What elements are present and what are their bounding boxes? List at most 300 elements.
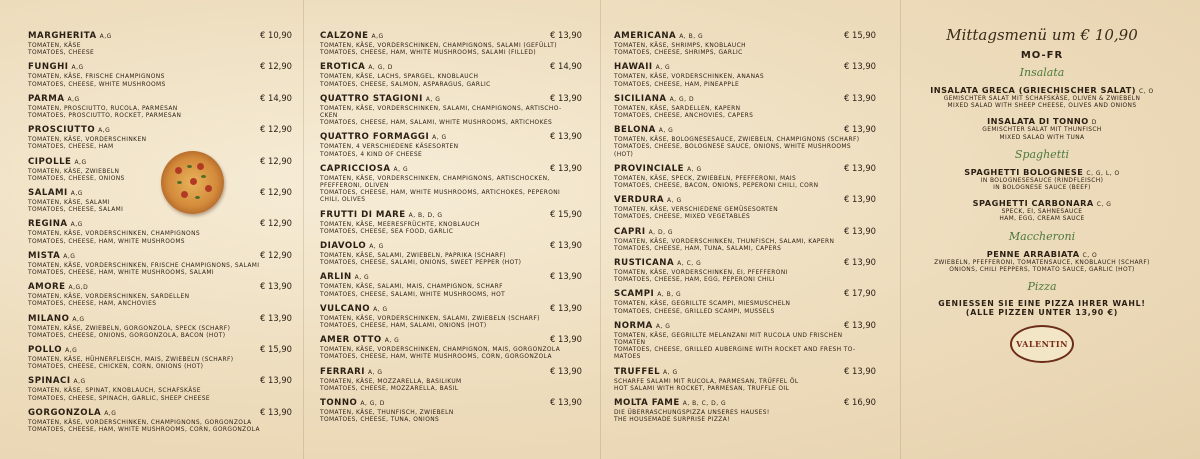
menu-item <box>320 271 582 298</box>
item-name <box>28 376 86 386</box>
description-line: TOMATEN, 4 VERSCHIEDENE KÄSESORTEN <box>320 144 459 151</box>
menu-item <box>320 303 582 330</box>
allergen-codes: A,G <box>65 347 78 355</box>
allergen-codes: A, G <box>658 127 674 135</box>
description-line: TOMATEN, KÄSE, VORDERSCHINKEN, CHAMPIGNON, MAIS, GORGONZOLA <box>320 347 561 354</box>
description-line: TOMATEN, KÄSE, GEGRILLTE MELANZANI MIT RUCOLA UND FRISCHEN <box>614 332 843 339</box>
item-description <box>28 294 292 308</box>
description-line: TOMATEN, KÄSE, VORDERSCHINKEN, CHAMPIGNONS, ARTISCHOCKEN, <box>320 175 550 182</box>
description-line: TOMATOES, CHEESE, ANCHOVIES, CAPERS <box>614 113 754 120</box>
description-line: CKEN <box>320 113 338 120</box>
fold-line <box>900 0 901 459</box>
item-name <box>320 94 440 104</box>
item-name-text: HAWAII <box>614 62 653 73</box>
description-line: TOMATEN, KÄSE, VORDERSCHINKEN, CHAMPIGNONS, SALAMI (GEFÜLLT) <box>320 43 557 49</box>
description-line: TOMATEN, KÄSE, VERSCHIEDENE GEMÜSESORTEN <box>614 207 779 214</box>
item-name-text: ARLIN <box>320 272 352 283</box>
description-line: TOMATOES, CHEESE, MIXED VEGETABLES <box>614 214 751 221</box>
item-price: € 13,90 <box>260 406 292 417</box>
description-line: TOMATEN, KÄSE, LACHS, SPARGEL, KNOBLAUCH <box>320 74 479 81</box>
allergen-codes: A, G <box>655 64 671 72</box>
description-line: TOMATOES, CHEESE, HAM, WHITE MUSHROOMS, ARTICHOKES, PEPERONI <box>320 190 561 197</box>
item-name-text: RUSTICANA <box>614 258 675 269</box>
section-heading: Insalata <box>1019 66 1065 79</box>
item-name <box>973 198 1112 208</box>
item-price: € 13,90 <box>550 162 582 173</box>
menu-item <box>320 334 582 361</box>
pizza-column-3 <box>614 30 876 449</box>
description-line: CHILI, OLIVES <box>320 197 366 204</box>
menu-item <box>614 257 876 284</box>
item-name <box>320 398 385 408</box>
description-line: TOMATOES, CHEESE, SEA FOOD, GARLIC <box>320 228 454 235</box>
item-name-text: EROTICA <box>320 62 366 73</box>
menu-item <box>320 397 582 424</box>
menu-item <box>320 366 582 393</box>
item-price: € 13,90 <box>550 271 582 282</box>
menu-item <box>28 61 292 88</box>
item-description <box>614 43 876 57</box>
item-name-text: MARGHERITA <box>28 31 97 41</box>
menu-item <box>28 187 292 214</box>
lunch-days: MO-FR <box>1020 50 1064 61</box>
allergen-codes: A, G <box>393 165 409 173</box>
item-name-text: SPAGHETTI BOLOGNESE <box>964 166 1084 177</box>
allergen-codes: A,G <box>73 378 86 386</box>
item-name-text: DIAVOLO <box>320 241 367 252</box>
item-price: € 13,90 <box>550 240 582 251</box>
menu-item <box>28 156 292 183</box>
item-description <box>28 263 292 277</box>
lunch-menu-column <box>906 26 1178 449</box>
item-name-text: VERDURA <box>614 195 665 206</box>
description-line: TOMATOES, CHEESE, HAM, SALAMI, ONIONS (HOT) <box>320 323 487 330</box>
description-line: TOMATOES, CHEESE, SHRIMPS, GARLIC <box>614 50 743 57</box>
description-line: TOMATOES, CHEESE, WHITE MUSHROOMS <box>28 81 166 88</box>
description-line: HOT SALAMI WITH ROCKET, PARMESAN, TRUFFLE OIL <box>614 385 790 392</box>
menu-item <box>28 218 292 245</box>
item-name-text: INSALATA DI TONNO <box>987 116 1089 127</box>
description-line: PFEFFERONI, OLIVEN <box>320 183 389 190</box>
description-line: HAM, EGG, CREAM SAUCE <box>999 216 1085 223</box>
menu-item <box>614 163 876 190</box>
menu-item <box>614 93 876 120</box>
item-name-text: CAPRI <box>614 226 646 237</box>
allergen-codes: A,G <box>72 315 85 323</box>
menu-item <box>320 61 582 88</box>
description-line: ZWIEBELN, PFEFFERONI, TOMATENSAUCE, KNOBLAUCH (SCHARF) <box>934 259 1150 266</box>
item-name <box>28 157 87 167</box>
item-price: € 12,90 <box>260 249 292 260</box>
item-name-text: FUNGHI <box>28 62 69 73</box>
item-name <box>614 94 694 104</box>
menu-item <box>906 198 1178 223</box>
description-line: TOMATEN, KÄSE, SPECK, ZWIEBELN, PFEFFERONI, MAIS <box>614 175 797 182</box>
description-line: TOMATOES, CHEESE, SALAMI, WHITE MUSHROOMS, HOT <box>320 291 506 298</box>
item-name <box>614 125 673 135</box>
allergen-codes: A,G <box>63 252 76 260</box>
item-name-text: PROVINCIALE <box>614 163 685 174</box>
menu-item <box>320 93 582 128</box>
menu-item <box>320 240 582 267</box>
item-price: € 15,90 <box>844 30 876 40</box>
description-line: TOMATOES, CHEESE, HAM, WHITE MUSHROOMS <box>28 238 185 245</box>
menu-item <box>320 30 582 57</box>
allergen-codes: A, G <box>667 197 682 205</box>
item-description <box>614 176 876 190</box>
item-price: € 14,90 <box>260 92 292 103</box>
item-description <box>28 357 292 371</box>
item-name-text: AMORE <box>28 282 66 293</box>
description-line: TOMATOES, CHEESE, HAM, WHITE MUSHROOMS, SALAMI (FILLED) <box>320 50 537 57</box>
item-name-text: POLLO <box>28 345 63 356</box>
description-line: MIXED SALAD WITH TUNA <box>999 134 1085 141</box>
item-name-text: QUATTRO FORMAGGI <box>320 132 430 143</box>
description-line: GEMISCHTER SALAT MIT THUNFISCH <box>982 127 1102 134</box>
item-description <box>614 270 876 284</box>
description-line: TOMATEN, KÄSE, SHRIMPS, KNOBLAUCH <box>614 43 746 49</box>
item-name-text: SCAMPI <box>614 289 655 300</box>
allergen-codes: A, G <box>373 305 388 313</box>
allergen-codes: C, G, L, O <box>1086 169 1120 177</box>
item-name-text: NORMA <box>614 320 653 331</box>
item-description <box>906 178 1178 192</box>
menu-item <box>28 313 292 340</box>
description-line: TOMATOES, CHEESE, SALAMI <box>28 207 124 214</box>
item-price: € 13,90 <box>550 92 582 103</box>
description-line: GEMISCHTER SALAT MIT SCHAFSKÄSE, OLIVEN & ZWIEBELN <box>943 96 1141 102</box>
item-description <box>614 106 876 120</box>
pizza-image <box>161 151 224 214</box>
menu-item <box>614 366 876 393</box>
description-line: TOMATOES, CHEESE, GRILLED AUBERGINE WITH ROCKET AND FRESH TO- <box>614 347 856 354</box>
item-name <box>614 195 682 205</box>
item-name-text: SALAMI <box>28 188 68 199</box>
item-name <box>320 164 408 174</box>
item-price: € 12,90 <box>260 187 292 198</box>
item-name <box>28 408 116 418</box>
item-name <box>320 62 393 72</box>
item-price: € 15,90 <box>260 344 292 355</box>
allergen-codes: A, G, D <box>368 64 393 72</box>
description-line: TOMATEN, KÄSE, VORDERSCHINKEN <box>28 137 147 144</box>
description-line: TOMATEN, KÄSE, MOZZARELLA, BASILIKUM <box>320 378 462 385</box>
description-line: TOMATEN, KÄSE, MEERESFRÜCHTE, KNOBLAUCH <box>320 221 480 228</box>
description-line: TOMATOES, 4 KIND OF CHEESE <box>320 151 423 158</box>
item-description <box>320 176 582 205</box>
allergen-codes: C, O <box>1139 88 1154 95</box>
allergen-codes: A, B, G <box>657 291 682 299</box>
item-name <box>28 125 110 135</box>
description-line: TOMATEN, KÄSE, BOLOGNESESAUCE, ZWIEBELN, CHAMPIGNONS (SCHARF) <box>614 137 860 144</box>
item-name <box>28 251 75 261</box>
item-name <box>320 31 384 41</box>
item-price: € 13,90 <box>260 312 292 323</box>
item-name-text: VULCANO <box>320 303 371 314</box>
item-description <box>614 137 876 159</box>
description-line: IN BOLOGNESE SAUCE (BEEF) <box>993 185 1091 192</box>
description-line: TOMATOES, CHEESE, TUNA, ONIONS <box>320 417 440 424</box>
item-name <box>320 367 383 377</box>
item-name-text: CAPRICCIOSA <box>320 163 391 174</box>
item-name-text: PARMA <box>28 93 65 104</box>
item-name <box>28 314 85 324</box>
item-name-text: MILANO <box>28 313 70 324</box>
item-description <box>320 253 582 267</box>
item-description <box>614 333 876 362</box>
item-name-text: PENNE ARRABIATA <box>986 248 1080 259</box>
item-name <box>987 249 1098 259</box>
allergen-codes: A,G <box>104 409 117 417</box>
description-line: TOMATOES, CHEESE, HAM, SALAMI, WHITE MUSHROOMS, ARTICHOKES <box>320 120 553 127</box>
description-line: TOMATEN, KÄSE, HÜHNERFLEISCH, MAIS, ZWIEBELN (SCHARF) <box>28 357 234 364</box>
item-name <box>614 164 702 174</box>
allergen-codes: A, G <box>367 368 383 376</box>
item-description <box>28 231 292 245</box>
item-name-text: BELONA <box>614 125 656 136</box>
description-line: SCHARFE SALAMI MIT RUCOLA, PARMESAN, TRÜFFEL ÖL <box>614 378 799 385</box>
item-name-text: CIPOLLE <box>28 156 72 167</box>
allergen-codes: A, C, G <box>677 260 702 268</box>
item-name <box>28 219 83 229</box>
description-line: TOMATOES, CHEESE, ONIONS, GORGONZOLA, BACON (HOT) <box>28 332 226 339</box>
allergen-codes: A,G <box>98 127 111 135</box>
pizza-column-2 <box>320 30 582 449</box>
item-description <box>320 284 582 298</box>
description-line: THE HOUSEMADE SURPRISE PIZZA! <box>614 417 730 424</box>
menu-item <box>28 344 292 371</box>
allergen-codes: A,G <box>71 64 84 72</box>
allergen-codes: A,G <box>70 221 83 229</box>
section-heading: Maccheroni <box>1008 229 1076 243</box>
item-name-text: FERRARI <box>320 366 365 377</box>
item-name <box>614 289 681 299</box>
item-price: € 13,90 <box>550 30 582 40</box>
description-line: TOMATOES, CHEESE, HAM <box>28 144 114 151</box>
item-description <box>28 326 292 340</box>
item-name <box>28 94 80 104</box>
allergen-codes: A, B, C, D, G <box>682 400 727 408</box>
item-description <box>28 388 292 402</box>
item-name <box>28 188 83 198</box>
allergen-codes: C, O <box>1082 251 1098 259</box>
description-line: TOMATOES, CHEESE, HAM, EGG, PEPERONI CHILI <box>614 277 775 284</box>
item-name <box>28 31 112 41</box>
item-name-text: GORGONZOLA <box>28 407 102 418</box>
description-line: TOMATEN, KÄSE, VORDERSCHINKEN, FRISCHE CHAMPIGNONS, SALAMI <box>28 262 260 269</box>
menu-item <box>320 163 582 205</box>
item-price: € 13,90 <box>844 194 876 205</box>
item-price: € 13,90 <box>260 375 292 386</box>
item-price: € 15,90 <box>550 208 582 219</box>
menu-item <box>28 281 292 308</box>
closing-line: GENIESSEN SIE EINE PIZZA IHRER WAHL! <box>938 299 1146 309</box>
menu-item <box>614 226 876 253</box>
menu-item <box>614 194 876 221</box>
description-line: TOMATEN, KÄSE, GEGRILLTE SCAMPI, MIESMUSCHELN <box>614 301 791 308</box>
item-price: € 13,90 <box>844 92 876 103</box>
allergen-codes: A, G <box>384 337 400 345</box>
item-name <box>987 116 1097 126</box>
menu-item <box>28 93 292 120</box>
logo-text: VALENTIN <box>1016 339 1068 350</box>
restaurant-logo <box>1010 325 1074 363</box>
allergen-codes: A, B, G <box>679 33 704 40</box>
item-price: € 13,90 <box>550 334 582 345</box>
item-description <box>28 43 292 57</box>
menu-item <box>614 61 876 88</box>
item-name <box>614 367 678 377</box>
item-description <box>320 347 582 361</box>
item-name-text: MOLTA FAME <box>614 398 680 409</box>
item-name-text: INSALATA GRECA (GRIECHISCHER SALAT) <box>930 85 1137 95</box>
allergen-codes: A, G <box>432 134 447 142</box>
description-line: TOMATOES, CHEESE, CHICKEN, CORN, ONIONS (HOT) <box>28 364 204 371</box>
item-price: € 17,90 <box>844 288 876 299</box>
item-price: € 13,90 <box>844 61 876 72</box>
item-name-text: TRUFFEL <box>614 366 661 377</box>
allergen-codes: A,G,D <box>68 284 89 292</box>
menu-item <box>28 375 292 402</box>
description-line: TOMATOES, CHEESE, SALMON, ASPARAGUS, GARLIC <box>320 81 491 88</box>
item-description <box>614 301 876 315</box>
item-price: € 14,90 <box>550 61 582 72</box>
menu-item <box>28 250 292 277</box>
description-line: TOMATOES, CHEESE, HAM, WHITE MUSHROOMS, CORN, GORGONZOLA <box>28 427 260 434</box>
allergen-codes: D <box>1091 119 1097 127</box>
item-price: € 12,90 <box>260 124 292 135</box>
allergen-codes: A, G, D <box>360 400 385 408</box>
item-name <box>28 282 88 292</box>
item-name <box>28 62 84 72</box>
description-line: TOMATOES, PROSCIUTTO, ROCKET, PARMESAN <box>28 113 182 120</box>
allergen-codes: A, G <box>354 274 370 282</box>
item-description <box>906 96 1178 110</box>
description-line: TOMATEN, KÄSE, ZWIEBELN, GORGONZOLA, SPECK (SCHARF) <box>28 325 231 332</box>
allergen-codes: A, G <box>663 368 678 376</box>
item-name <box>614 258 701 268</box>
item-name <box>614 227 673 237</box>
description-line: TOMATOES, CHEESE, HAM, PINEAPPLE <box>614 81 740 88</box>
allergen-codes: A, G, D <box>669 95 695 103</box>
menu-item <box>28 30 292 57</box>
item-description <box>320 379 582 393</box>
description-line: TOMATOES, CHEESE <box>28 50 95 57</box>
description-line: TOMATEN, KÄSE, VORDERSCHINKEN, SALAMI, CHAMPIGNONS, ARTISCHO- <box>320 105 562 112</box>
menu-item <box>28 407 292 434</box>
item-price: € 13,90 <box>844 225 876 236</box>
menu-item <box>320 209 582 236</box>
description-line: TOMATEN, KÄSE, VORDERSCHINKEN, CHAMPIGNONS, GORGONZOLA <box>28 419 252 426</box>
item-price: € 13,90 <box>550 365 582 376</box>
allergen-codes: A,G <box>70 190 83 198</box>
item-price: € 13,90 <box>844 365 876 376</box>
item-price: € 13,90 <box>260 281 292 292</box>
description-line: TOMATEN, KÄSE, SALAMI, ZWIEBELN, PAPRIKA (SCHARF) <box>320 253 506 260</box>
section-heading: Pizza <box>1027 280 1057 294</box>
description-line: TOMATOES, CHEESE, HAM, ANCHOVIES <box>28 301 157 308</box>
description-line: DIE ÜBERRASCHUNGSPIZZA UNSERES HAUSES! <box>614 410 770 417</box>
item-description <box>28 420 292 434</box>
description-line: TOMATEN, KÄSE, VORDERSCHINKEN, CHAMPIGNONS <box>28 231 201 238</box>
item-name <box>614 31 703 41</box>
allergen-codes: A,G <box>99 33 112 40</box>
item-price: € 16,90 <box>844 397 876 408</box>
description-line: TOMATEN, KÄSE, SALAMI <box>28 200 110 207</box>
item-name-text: PROSCIUTTO <box>28 125 96 136</box>
description-line: TOMATOES, CHEESE, ONIONS <box>28 175 125 182</box>
item-name-text: SICILIANA <box>614 93 667 104</box>
item-name-text: MISTA <box>28 250 61 261</box>
allergen-codes: A, G <box>655 322 671 330</box>
menu-item <box>28 124 292 151</box>
menu-item <box>614 288 876 315</box>
item-name <box>320 335 399 345</box>
item-description <box>28 200 292 214</box>
item-description <box>614 379 876 393</box>
item-description <box>28 137 292 151</box>
item-name <box>320 241 384 251</box>
menu-item <box>906 167 1178 192</box>
description-line: TOMATEN, KÄSE <box>28 43 81 49</box>
item-name-text: SPAGHETTI CARBONARA <box>972 198 1094 209</box>
item-price: € 12,90 <box>260 155 292 166</box>
allergen-codes: A, B, D, G <box>408 211 443 219</box>
allergen-codes: A, G <box>425 95 441 103</box>
menu-item <box>906 116 1178 141</box>
item-price: € 12,90 <box>260 61 292 72</box>
item-name <box>614 398 726 408</box>
description-line: MATOES <box>614 354 641 361</box>
description-line: TOMATOES, CHEESE, HAM, WHITE MUSHROOMS, SALAMI <box>28 270 215 277</box>
description-line: TOMATEN, KÄSE, SPINAT, KNOBLAUCH, SCHAFSKÄSE <box>28 388 201 395</box>
item-description <box>320 316 582 330</box>
description-line: TOMATEN, KÄSE, THUNFISCH, ZWIEBELN <box>320 410 454 417</box>
item-price: € 12,90 <box>260 218 292 229</box>
menu-item <box>614 397 876 424</box>
item-price: € 13,90 <box>844 257 876 268</box>
item-name <box>320 304 388 314</box>
item-price: € 13,90 <box>550 302 582 313</box>
allergen-codes: A,G <box>74 158 87 166</box>
item-description <box>614 74 876 88</box>
menu-item <box>614 124 876 159</box>
item-name-text: AMER OTTO <box>320 335 382 346</box>
closing-line: (ALLE PIZZEN UNTER 13,90 €) <box>965 308 1119 318</box>
item-name <box>930 85 1154 95</box>
item-name <box>320 272 369 282</box>
description-line: TOMATOES, CHEESE, SPINACH, GARLIC, SHEEP CHEESE <box>28 395 211 402</box>
item-price: € 13,90 <box>844 319 876 330</box>
item-description <box>28 169 292 183</box>
item-description <box>320 222 582 236</box>
allergen-codes: A, G <box>687 165 702 173</box>
description-line: TOMATEN, KÄSE, VORDERSCHINKEN, EI, PFEFFERONI <box>614 270 788 277</box>
description-line: TOMATEN, KÄSE, VORDERSCHINKEN, SARDELLEN <box>28 294 190 301</box>
item-name-text: QUATTRO STAGIONI <box>320 93 423 104</box>
description-line: TOMATEN, KÄSE, SALAMI, MAIS, CHAMPIGNON, SCHARF <box>320 284 503 291</box>
item-name-text: CALZONE <box>320 31 369 41</box>
item-price: € 13,90 <box>844 124 876 135</box>
description-line: TOMATOES, CHEESE, HAM, TUNA, SALAMI, CAPERS <box>614 245 782 252</box>
item-description <box>906 127 1178 141</box>
description-line: TOMATEN, KÄSE, VORDERSCHINKEN, THUNFISCH, SALAMI, KAPERN <box>614 238 835 245</box>
item-name <box>614 62 670 72</box>
description-line: IN BOLOGNESESAUCE (RINDFLEISCH) <box>980 177 1104 184</box>
menu-item <box>320 131 582 158</box>
item-name-text: SPINACI <box>28 376 71 387</box>
fold-line <box>303 0 304 459</box>
